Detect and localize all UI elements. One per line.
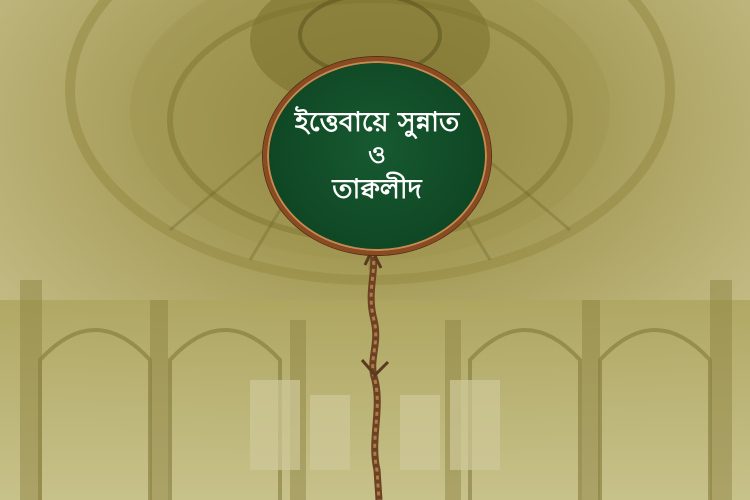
title-line-1: ইত্তেবায়ে সুন্নাত — [294, 107, 460, 139]
title-line-3: তাক্বলীদ — [332, 173, 422, 205]
title-line-2: ও — [368, 141, 386, 170]
title-badge — [263, 57, 491, 255]
